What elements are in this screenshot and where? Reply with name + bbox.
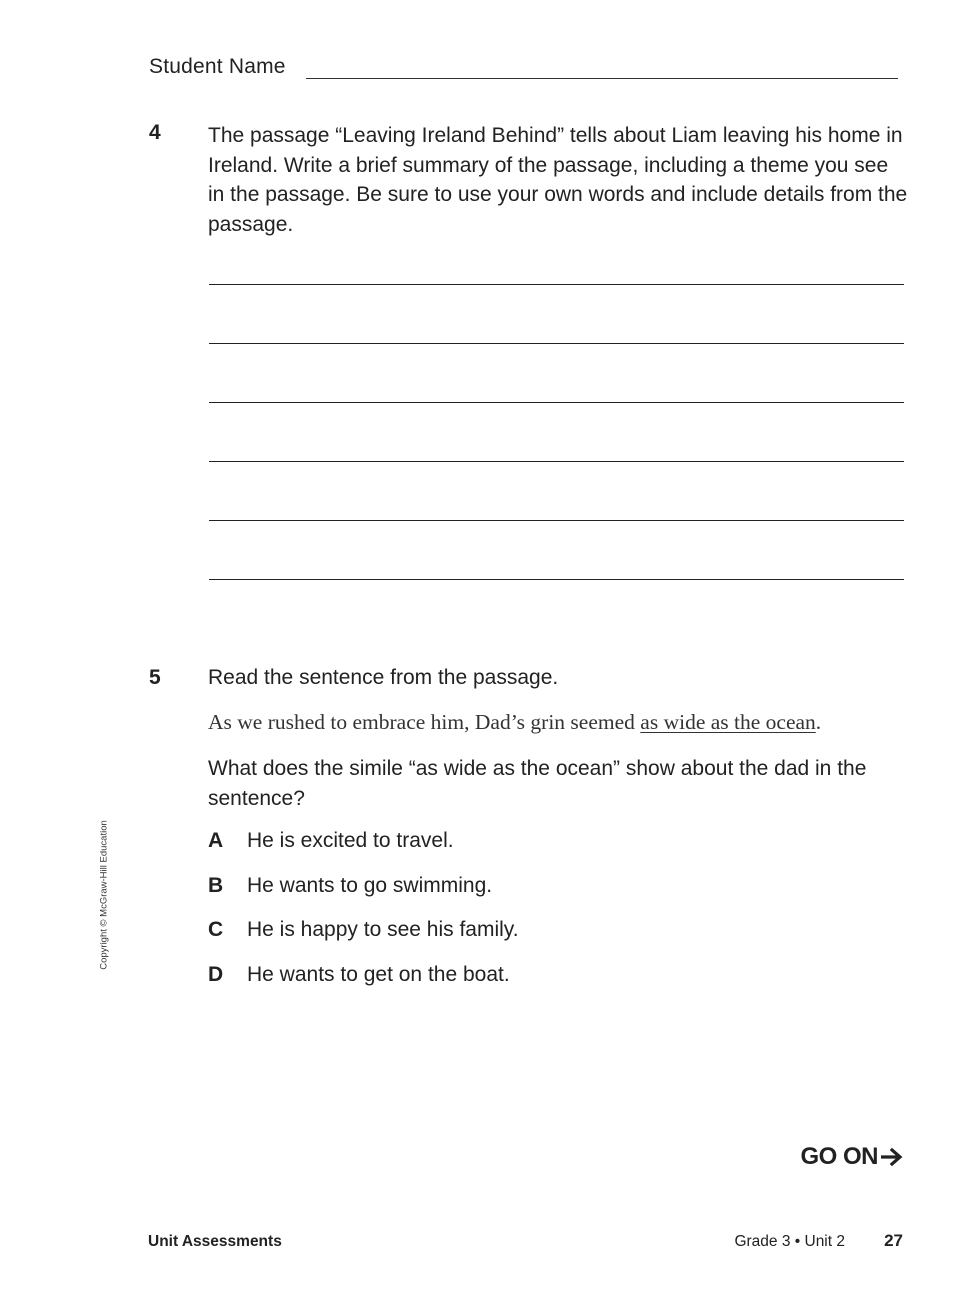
student-name-label: Student Name (149, 55, 286, 78)
question-5-intro: Read the sentence from the passage. (208, 666, 559, 689)
option-c-text[interactable]: He is happy to see his family. (247, 918, 519, 941)
question-5-number: 5 (149, 666, 161, 689)
answer-line[interactable] (209, 579, 904, 580)
go-on-indicator (800, 1143, 903, 1171)
student-name-line[interactable] (306, 78, 898, 79)
answer-line[interactable] (209, 461, 904, 462)
question-5-question: What does the simile “as wide as the ocean” show about the dad in the sentence? (208, 757, 867, 810)
page-number: 27 (884, 1231, 903, 1250)
answer-line[interactable] (209, 284, 904, 285)
option-a-text[interactable]: He is excited to travel. (247, 829, 454, 852)
go-on-label: GO ON (800, 1143, 878, 1170)
quote-simile: as wide as the ocean (640, 710, 816, 734)
option-a-letter[interactable]: A (208, 829, 224, 852)
option-b-text[interactable]: He wants to go swimming. (247, 874, 493, 897)
question-4-prompt: The passage “Leaving Ireland Behind” tells about Liam leaving his home in Ireland. Write a brief summary of the passage, including a theme you see in the passage. Be sure to use your own words and include details from the passage. (208, 124, 908, 237)
answer-line[interactable] (209, 343, 904, 344)
option-d-letter[interactable]: D (208, 963, 224, 986)
option-d-text[interactable]: He wants to get on the boat. (247, 963, 510, 986)
option-b-letter[interactable]: B (208, 874, 224, 897)
footer-grade-unit: Grade 3 • Unit 2 (734, 1233, 845, 1250)
answer-line[interactable] (209, 520, 904, 521)
footer-section-title: Unit Assessments (148, 1233, 282, 1250)
copyright-notice: Copyright © McGraw-Hill Education (98, 820, 110, 970)
quote-text-after: . (815, 710, 822, 734)
answer-line[interactable] (209, 402, 904, 403)
question-4-number: 4 (149, 121, 161, 144)
passage-quote (208, 710, 821, 735)
option-c-letter[interactable]: C (208, 918, 224, 941)
arrow-right-icon (881, 1148, 903, 1166)
quote-text-before: As we rushed to embrace him, Dad’s grin seemed (208, 710, 641, 734)
